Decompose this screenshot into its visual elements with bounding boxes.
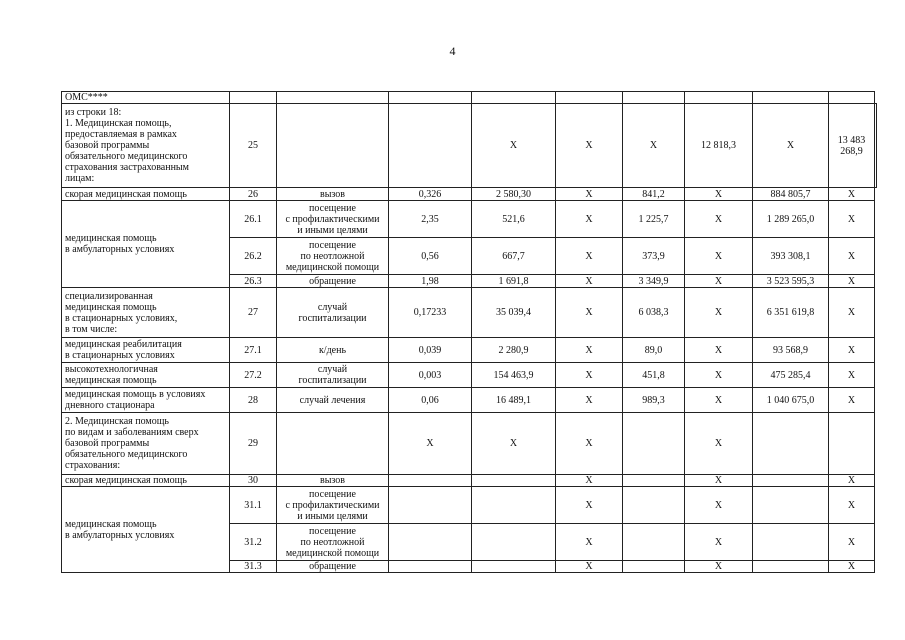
table-cell — [389, 104, 472, 188]
table-cell: X — [556, 524, 623, 561]
table-cell: 28 — [230, 388, 277, 413]
table-cell: X — [623, 104, 685, 188]
table-cell: 26 — [230, 188, 277, 201]
table-cell: X — [829, 288, 875, 338]
table-cell — [753, 524, 829, 561]
table-cell: X — [685, 561, 753, 573]
table-cell: случай лечения — [277, 388, 389, 413]
table-cell — [472, 92, 556, 104]
table-cell: X — [472, 413, 556, 475]
table-cell — [623, 524, 685, 561]
table-cell: случай госпитализации — [277, 363, 389, 388]
table-cell: X — [685, 413, 753, 475]
table-cell: посещение с профилактическими и иными целями — [277, 201, 389, 238]
row-label-cell: ОМС**** — [62, 92, 230, 104]
table-cell — [277, 92, 389, 104]
table-row — [62, 201, 877, 238]
table-cell: X — [829, 487, 875, 524]
table-cell: к/день — [277, 338, 389, 363]
table-cell — [623, 561, 685, 573]
table-cell: X — [389, 413, 472, 475]
table-cell: X — [829, 363, 875, 388]
table-cell — [623, 413, 685, 475]
table-cell: X — [829, 238, 875, 275]
table-cell: 0,039 — [389, 338, 472, 363]
table-cell: 6 351 619,8 — [753, 288, 829, 338]
table-cell: X — [685, 238, 753, 275]
table-cell — [753, 92, 829, 104]
table-cell: посещение с профилактическими и иными целями — [277, 487, 389, 524]
row-label-cell: медицинская реабилитация в стационарных условиях — [62, 338, 230, 363]
table-cell — [277, 104, 389, 188]
table-cell — [389, 475, 472, 487]
table-cell: 27.2 — [230, 363, 277, 388]
table-cell — [829, 92, 875, 104]
row-label-cell: медицинская помощь в условиях дневного стационара — [62, 388, 230, 413]
table-cell — [389, 524, 472, 561]
table-cell: 1 691,8 — [472, 275, 556, 288]
table-cell: X — [685, 338, 753, 363]
table-cell — [389, 487, 472, 524]
table-cell — [623, 92, 685, 104]
table-cell: 31.1 — [230, 487, 277, 524]
table-cell: X — [685, 288, 753, 338]
table-cell — [753, 561, 829, 573]
table-cell — [277, 413, 389, 475]
table-cell: 3 523 595,3 — [753, 275, 829, 288]
table-cell: X — [556, 413, 623, 475]
table-cell: 2 280,9 — [472, 338, 556, 363]
table-cell: 667,7 — [472, 238, 556, 275]
table-row — [62, 363, 877, 388]
table-cell: X — [829, 338, 875, 363]
table-cell: 26.2 — [230, 238, 277, 275]
table-cell: X — [556, 487, 623, 524]
table-cell: X — [556, 275, 623, 288]
row-label-cell: из строки 18: 1. Медицинская помощь, предоставляемая в рамках базовой программы обязательного медицинского страхования застрахованным лицам: — [62, 104, 230, 188]
table-cell: 3 349,9 — [623, 275, 685, 288]
table-row — [62, 388, 877, 413]
table-cell: 29 — [230, 413, 277, 475]
table-cell: 884 805,7 — [753, 188, 829, 201]
row-label-cell: скорая медицинская помощь — [62, 475, 230, 487]
table-cell — [829, 413, 875, 475]
table-body — [62, 92, 877, 573]
table-row — [62, 188, 877, 201]
table-cell: 154 463,9 — [472, 363, 556, 388]
table-cell — [623, 475, 685, 487]
table-row — [62, 92, 877, 104]
table-cell: X — [556, 561, 623, 573]
table-cell: X — [556, 388, 623, 413]
table-cell: 2,35 — [389, 201, 472, 238]
table-cell: 27.1 — [230, 338, 277, 363]
table-cell — [230, 92, 277, 104]
table-cell: 30 — [230, 475, 277, 487]
table-cell — [472, 561, 556, 573]
row-label-cell: специализированная медицинская помощь в стационарных условиях, в том числе: — [62, 288, 230, 338]
table-row — [62, 413, 877, 475]
table-cell: 26.3 — [230, 275, 277, 288]
table-cell: 1,98 — [389, 275, 472, 288]
row-label-cell: высокотехнологичная медицинская помощь — [62, 363, 230, 388]
table-cell: 0,56 — [389, 238, 472, 275]
table-cell: 31.2 — [230, 524, 277, 561]
table-cell: вызов — [277, 188, 389, 201]
table-cell: 0,06 — [389, 388, 472, 413]
page-number: 4 — [449, 44, 456, 58]
table-cell: X — [685, 188, 753, 201]
table-cell: 1 225,7 — [623, 201, 685, 238]
table-cell: 12 818,3 — [685, 104, 753, 188]
table-cell: 26.1 — [230, 201, 277, 238]
table-cell — [875, 104, 877, 188]
table-cell: 27 — [230, 288, 277, 338]
table-cell — [389, 92, 472, 104]
table-cell: X — [556, 475, 623, 487]
table-cell: случай госпитализации — [277, 288, 389, 338]
table-cell: X — [556, 104, 623, 188]
table-cell: X — [829, 188, 875, 201]
table-cell: 451,8 — [623, 363, 685, 388]
table-cell — [685, 92, 753, 104]
table-cell — [753, 413, 829, 475]
table-cell: 521,6 — [472, 201, 556, 238]
table-cell: X — [685, 475, 753, 487]
table-cell: 93 568,9 — [753, 338, 829, 363]
table-row — [62, 487, 877, 524]
table-cell: 25 — [230, 104, 277, 188]
table-cell: X — [685, 388, 753, 413]
table-cell: X — [556, 238, 623, 275]
table-cell: 393 308,1 — [753, 238, 829, 275]
table-cell: X — [829, 201, 875, 238]
table-cell: 373,9 — [623, 238, 685, 275]
table-row — [62, 288, 877, 338]
table-cell: 0,326 — [389, 188, 472, 201]
table-cell: X — [685, 524, 753, 561]
table-cell: 475 285,4 — [753, 363, 829, 388]
table-cell: 13 483 268,9 — [829, 104, 875, 188]
table-cell: 989,3 — [623, 388, 685, 413]
table-cell: 0,003 — [389, 363, 472, 388]
table-row — [62, 104, 877, 188]
table-cell: 89,0 — [623, 338, 685, 363]
table-cell: 6 038,3 — [623, 288, 685, 338]
table-row — [62, 475, 877, 487]
table-cell: посещение по неотложной медицинской помощи — [277, 524, 389, 561]
table-cell: X — [685, 487, 753, 524]
table-cell — [472, 524, 556, 561]
table-cell: X — [556, 363, 623, 388]
table-cell: X — [829, 475, 875, 487]
table-cell — [472, 487, 556, 524]
table-cell: обращение — [277, 561, 389, 573]
table-cell: 0,17233 — [389, 288, 472, 338]
table-cell — [472, 475, 556, 487]
table-cell: X — [556, 338, 623, 363]
table-cell: X — [685, 363, 753, 388]
table-cell: X — [556, 201, 623, 238]
table-cell: X — [829, 561, 875, 573]
table-cell — [753, 475, 829, 487]
table-cell: X — [685, 275, 753, 288]
table-cell: X — [829, 275, 875, 288]
table-cell: вызов — [277, 475, 389, 487]
table-cell: 31.3 — [230, 561, 277, 573]
table-row — [62, 338, 877, 363]
row-label-cell: медицинская помощь в амбулаторных условиях — [62, 487, 230, 573]
table-cell — [556, 92, 623, 104]
table-cell: X — [556, 188, 623, 201]
table-cell: X — [829, 524, 875, 561]
table-cell: 841,2 — [623, 188, 685, 201]
table-cell: 1 289 265,0 — [753, 201, 829, 238]
table-cell: 2 580,30 — [472, 188, 556, 201]
row-label-cell: медицинская помощь в амбулаторных условиях — [62, 201, 230, 288]
table-cell: X — [829, 388, 875, 413]
table-cell — [753, 487, 829, 524]
table-cell: 35 039,4 — [472, 288, 556, 338]
table-cell: X — [753, 104, 829, 188]
table-cell — [389, 561, 472, 573]
table-cell: X — [556, 288, 623, 338]
table-cell: обращение — [277, 275, 389, 288]
table-cell — [623, 487, 685, 524]
table-cell: X — [685, 201, 753, 238]
row-label-cell: 2. Медицинская помощь по видам и заболеваниям сверх базовой программы обязательного медицинского страхования: — [62, 413, 230, 475]
table-cell: посещение по неотложной медицинской помощи — [277, 238, 389, 275]
table-cell: 16 489,1 — [472, 388, 556, 413]
data-table — [61, 91, 877, 573]
table-cell: 1 040 675,0 — [753, 388, 829, 413]
table-cell: X — [472, 104, 556, 188]
row-label-cell: скорая медицинская помощь — [62, 188, 230, 201]
